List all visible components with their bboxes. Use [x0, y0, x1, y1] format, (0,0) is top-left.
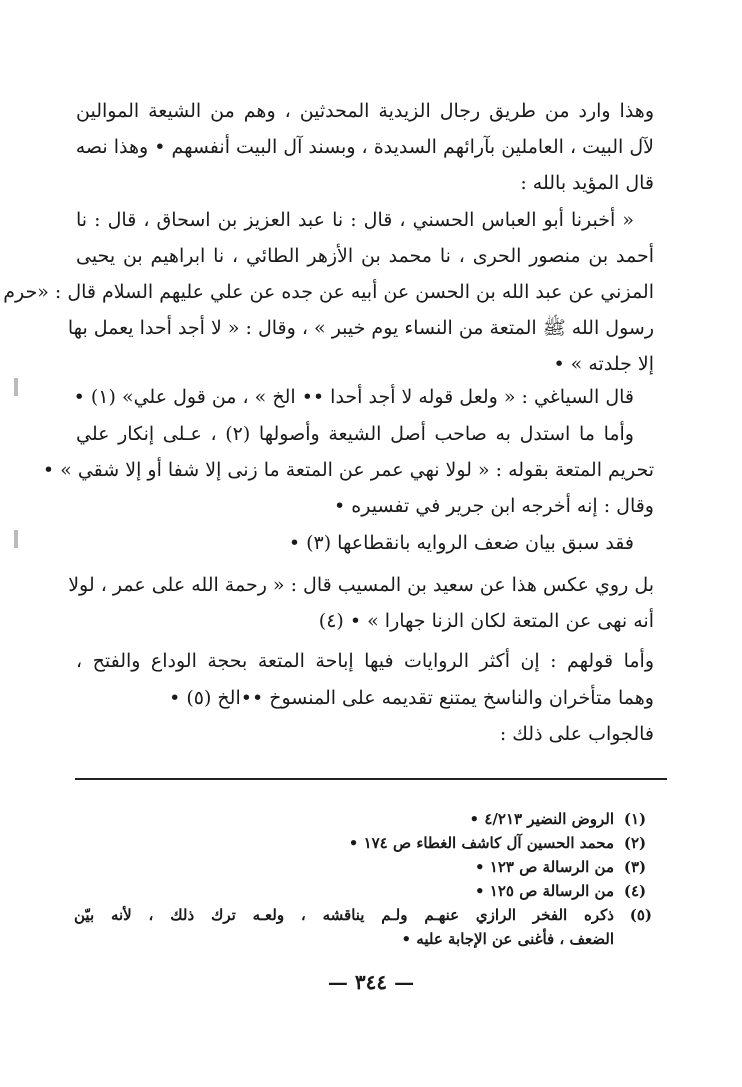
body-line: فقد سبق بيان ضعف الروايه بانقطاعها (٣) • — [288, 532, 634, 554]
footnote-number: (٥) — [629, 906, 652, 924]
body-line: وهما متأخران والناسخ يمتنع تقديمه على المنسوخ ••الخ (٥) • — [169, 687, 654, 709]
body-line: لآل البيت ، العاملين بآرائهم السديدة ، وبسند آل البيت أنفسهم • وهذا نصه — [75, 136, 654, 158]
footnote-text: ذكره الفخر الرازي عنهـم ولـم يناقشه ، ولعـه ترك ذلك ، لأنه بيّن — [74, 906, 614, 924]
footnote — [74, 856, 647, 878]
body-line: أنه نهى عن المتعة لكان الزنا جهارا » • (٤) — [318, 610, 654, 632]
body-line: وأما ما استدل به صاحب أصل الشيعة وأصولها (٢) ، عـلى إنكار علي — [76, 423, 634, 445]
body-line: المزني عن عبد الله بن الحسن عن أبيه عن جده عن علي عليهم السلام قال : «حرم — [3, 281, 654, 303]
footnote-number: (٣) — [623, 858, 647, 876]
body-line: إلا جلدته » • — [553, 353, 654, 375]
footnote — [74, 904, 652, 926]
body-line: قال السياغي : « ولعل قوله لا أجد أحدا •• الخ » ، من قول علي» (١) • — [73, 386, 634, 408]
body-line: بل روي عكس هذا عن سعيد بن المسيب قال : « رحمة الله على عمر ، لولا — [68, 574, 654, 596]
footnote — [74, 880, 647, 902]
footnote-text: الروض النضير ٤/٢١٣ • — [469, 810, 614, 828]
body-line: فالجواب على ذلك : — [499, 723, 654, 745]
footnote-text: الضعف ، فأغنى عن الإجابة عليه • — [401, 930, 614, 948]
footnote-text: من الرسالة ص ١٢٣ • — [474, 858, 614, 876]
body-line: وأما قولهم : إن أكثر الروايات فيها إباحة المتعة بحجة الوداع والفتح ، — [76, 650, 654, 672]
footnote-number: (٤) — [623, 882, 647, 900]
footnote-text: من الرسالة ص ١٢٥ • — [474, 882, 614, 900]
body-line: وهذا وارد من طريق رجال الزيدية المحدثين ، وهم من الشيعة الموالين — [76, 100, 654, 122]
footnote-continuation — [74, 928, 614, 950]
scan-mark — [14, 530, 18, 548]
footnote — [74, 832, 647, 854]
footnote-number: (١) — [623, 810, 647, 828]
scan-mark — [14, 378, 18, 396]
footnote-text: محمد الحسين آل كاشف الغطاء ص ١٧٤ • — [348, 834, 614, 852]
body-line: قال المؤيد بالله : — [520, 172, 654, 194]
body-line: وقال : إنه أخرجه ابن جرير في تفسيره • — [334, 495, 654, 517]
footnote-number: (٢) — [623, 834, 647, 852]
body-line: تحريم المتعة بقوله : « لولا نهي عمر عن المتعة ما زنى إلا شفا أو إلا شقي » • — [42, 459, 654, 481]
body-line: أحمد بن منصور الحرى ، نا محمد بن الأزهر الطائي ، نا ابراهيم بن يحيى — [76, 245, 654, 267]
footnote — [74, 808, 647, 830]
page-number: — ٣٤٤ — — [327, 970, 415, 994]
footnote-separator — [75, 778, 667, 780]
body-line: رسول الله ﷺ المتعة من النساء يوم خيبر » ، وقال : « لا أجد أحدا يعمل بها — [67, 317, 654, 339]
body-line: « أخبرنا أبو العباس الحسني ، قال : نا عبد العزيز بن اسحاق ، قال : نا — [76, 209, 634, 231]
